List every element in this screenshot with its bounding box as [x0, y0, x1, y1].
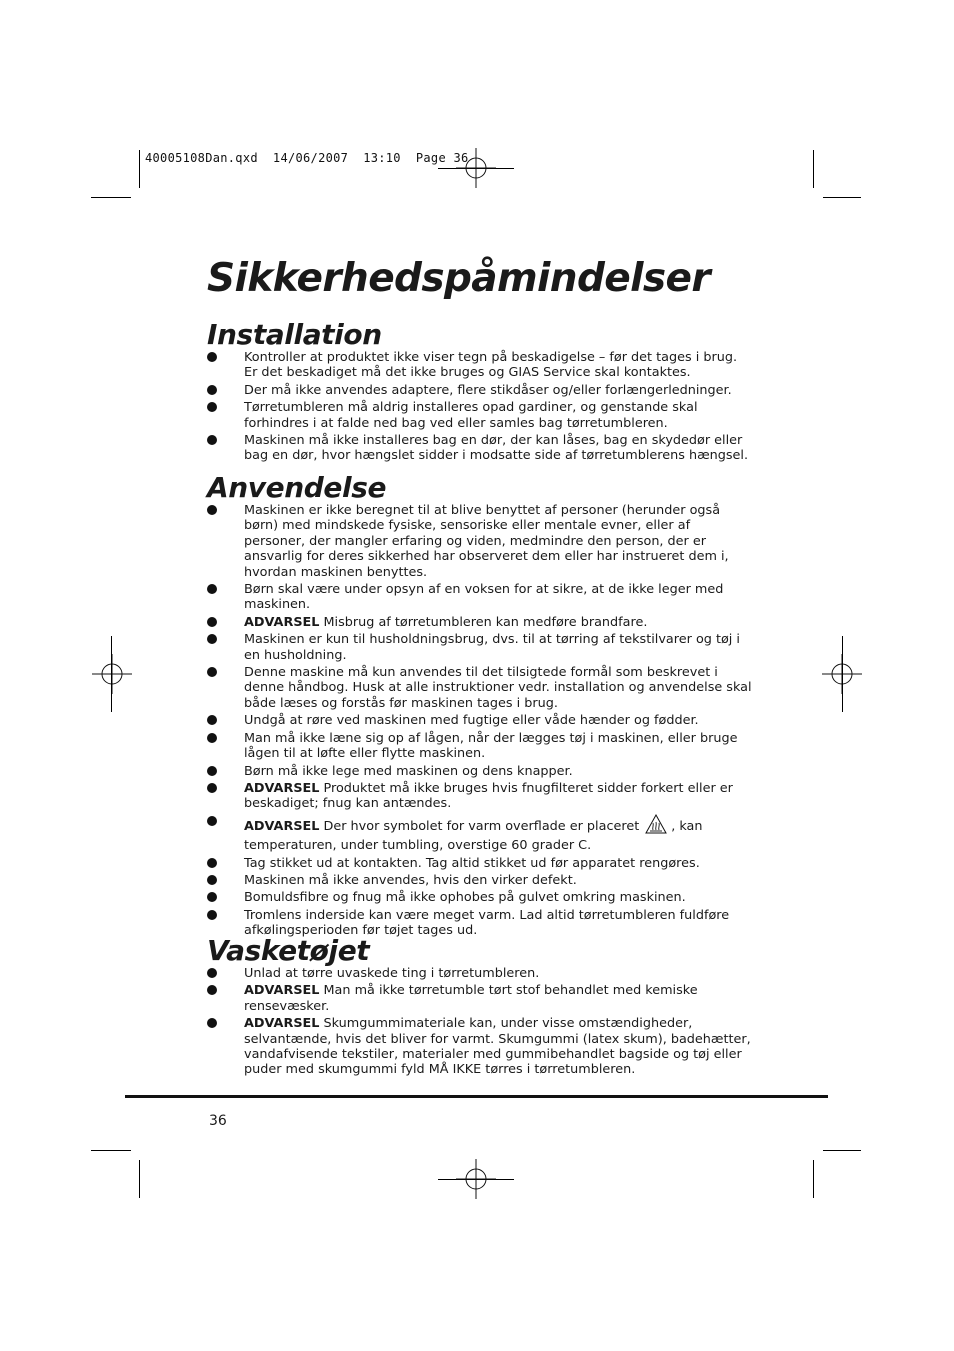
footer-rule	[125, 1095, 828, 1098]
bullet-icon	[207, 1018, 217, 1028]
list-item	[207, 983, 752, 1014]
bullet-icon	[207, 766, 217, 776]
item-text: Tromlens inderside kan være meget varm. Lad altid tørretumbleren fuldføre afkølingsperioden før tøjet tages ud.	[244, 907, 730, 939]
bullet-icon	[207, 816, 217, 826]
bullet-icon	[207, 352, 217, 362]
list-item	[207, 966, 752, 981]
page-number: 36	[209, 1113, 227, 1129]
item-text: Maskinen må ikke installeres bag en dør, der kan låses, bag en skydedør eller bag en dør, hvor hængslet sidder i modsatte side af tørretumblerens hængsel.	[244, 433, 749, 464]
item-text: Maskinen er ikke beregnet til at blive benyttet af personer (herunder også børn) med mindskede fysiske, sensoriske eller mentale evner, eller af personer, der mangler erfaring og viden, medmindre den person, der er ansvarlig for deres sikkerhed har observeret dem eller har instrueret dem i, hvordan maskinen benyttes.	[244, 503, 729, 580]
bullet-icon	[207, 910, 217, 920]
bullet-icon	[207, 435, 217, 445]
list-item	[207, 503, 752, 580]
item-text: Man må ikke tørretumble tørt stof behandlet med kemiske rensevæsker.	[244, 983, 698, 1014]
list-item	[207, 433, 752, 464]
list-item	[207, 615, 752, 630]
bullet-icon	[207, 985, 217, 995]
list-item	[207, 713, 752, 728]
crop-mark	[91, 197, 131, 198]
item-text: Tørretumbleren må aldrig installeres opad gardiner, og genstande skal forhindres i at falde ned bag ved eller samles bag tørretumbleren.	[244, 400, 698, 431]
bullet-icon	[207, 667, 217, 677]
bullet-icon	[207, 634, 217, 644]
bullet-icon	[207, 875, 217, 885]
list-item	[207, 856, 752, 871]
list-item	[207, 665, 752, 711]
section-installation	[207, 320, 752, 466]
section-heading: Installation	[207, 318, 382, 351]
item-text: Børn må ikke lege med maskinen og dens knapper.	[244, 763, 573, 779]
item-text: Produktet må ikke bruges hvis fnugfilteret sidder forkert eller er beskadiget; fnug kan antændes.	[244, 780, 733, 812]
list-item	[207, 582, 752, 613]
crop-mark	[813, 1160, 814, 1198]
list-item	[207, 383, 752, 398]
list-item	[207, 873, 752, 888]
bullet-icon	[207, 505, 217, 515]
crop-mark	[813, 150, 814, 188]
section-heading: Anvendelse	[207, 471, 387, 504]
warning-label: ADVARSEL	[244, 983, 320, 999]
list-item	[207, 1016, 752, 1078]
item-text: Der hvor symbolet for varm overflade er placeret	[319, 818, 640, 834]
item-text: Man må ikke læne sig op af lågen, når der lægges tøj i maskinen, eller bruge lågen til at løfte eller flytte maskinen.	[244, 730, 738, 762]
list-item	[207, 814, 752, 854]
hot-surface-warning-icon	[645, 814, 667, 838]
list-item	[207, 731, 752, 762]
list-item	[207, 632, 752, 663]
bullet-list	[207, 503, 752, 939]
crop-mark	[823, 197, 861, 198]
crop-mark	[139, 1160, 140, 1198]
item-text: Tag stikket ud at kontakten. Tag altid stikket ud før apparatet rengøres.	[244, 855, 700, 871]
section-vasketojet	[207, 936, 752, 1080]
page-title: Sikkerhedspåmindelser	[207, 256, 711, 301]
section-anvendelse	[207, 473, 752, 941]
bullet-icon	[207, 385, 217, 395]
warning-label: ADVARSEL	[244, 780, 320, 796]
registration-line	[842, 636, 843, 712]
print-slug: 40005108Dan.qxd 14/06/2007 13:10 Page 36	[145, 151, 469, 165]
item-text: Børn skal være under opsyn af en voksen for at sikre, at de ikke leger med maskinen.	[244, 582, 724, 613]
item-text: Misbrug af tørretumbleren kan medføre brandfare.	[319, 614, 648, 630]
list-item	[207, 350, 752, 381]
item-text: Denne maskine må kun anvendes til det tilsigtede formål som beskrevet i denne håndbog. Husk at alle instruktioner vedr. installation og anvendelse skal både læses og forstås før maskinen tages i brug.	[244, 665, 752, 711]
crop-mark	[91, 1150, 131, 1151]
item-text: Undgå at røre ved maskinen med fugtige eller våde hænder og fødder.	[244, 713, 699, 729]
crop-mark	[139, 150, 140, 188]
bullet-icon	[207, 715, 217, 725]
item-text: Bomuldsfibre og fnug må ikke ophobes på gulvet omkring maskinen.	[244, 890, 686, 906]
bullet-icon	[207, 617, 217, 627]
bullet-icon	[207, 402, 217, 412]
bullet-icon	[207, 858, 217, 868]
list-item	[207, 400, 752, 431]
bullet-icon	[207, 584, 217, 594]
item-text: Skumgummimateriale kan, under visse omstændigheder, selvantænde, hvis det bliver for varmt. Skumgummi (latex skum), badehætter, vandafvisende tekstiler, materialer med gummibehandlet bagside og tøj eller puder med skumgummi fyld MÅ IKKE tørres i tørretumbleren.	[244, 1016, 751, 1078]
list-item	[207, 890, 752, 905]
registration-line	[111, 636, 112, 712]
bullet-icon	[207, 968, 217, 978]
bullet-list	[207, 966, 752, 1078]
item-text-after: , kan temperaturen, under tumbling, overstige 60 grader C.	[244, 818, 703, 854]
bullet-list	[207, 350, 752, 464]
bullet-icon	[207, 892, 217, 902]
item-text: Unlad at tørre uvaskede ting i tørretumbleren.	[244, 966, 540, 981]
crop-mark	[823, 1150, 861, 1151]
section-heading: Vasketøjet	[207, 934, 370, 967]
item-text: Maskinen må ikke anvendes, hvis den virker defekt.	[244, 872, 577, 888]
item-text: Maskinen er kun til husholdningsbrug, dvs. til at tørring af tekstilvarer og tøj i en husholdning.	[244, 632, 740, 663]
list-item	[207, 781, 752, 812]
registration-target-icon	[92, 654, 132, 694]
item-text: Der må ikke anvendes adaptere, flere stikdåser og/eller forlængerledninger.	[244, 382, 732, 398]
item-text: Kontroller at produktet ikke viser tegn på beskadigelse – før det tages i brug. Er det beskadiget må det ikke bruges og GIAS Service skal kontaktes.	[244, 350, 738, 381]
warning-label: ADVARSEL	[244, 614, 320, 630]
warning-label: ADVARSEL	[244, 818, 320, 834]
registration-target-icon	[456, 1159, 496, 1199]
warning-label: ADVARSEL	[244, 1016, 320, 1032]
list-item	[207, 764, 752, 779]
bullet-icon	[207, 783, 217, 793]
bullet-icon	[207, 733, 217, 743]
